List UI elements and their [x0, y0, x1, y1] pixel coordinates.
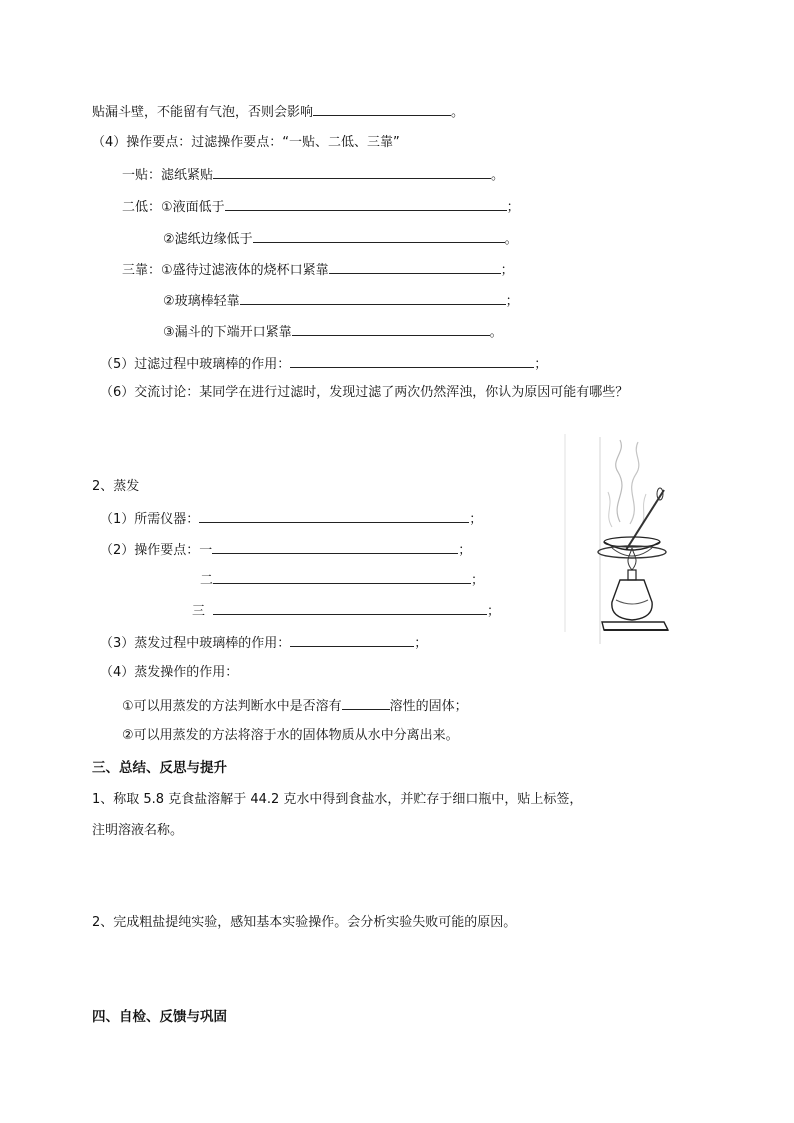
text-line-2: （4）操作要点：过滤操作要点：“一贴、二低、三靠”: [92, 135, 400, 150]
answer-blank[interactable]: [240, 291, 506, 305]
text-line-16: （3）蒸发过程中玻璃棒的作用： ；: [100, 633, 427, 651]
text-line-7: ②玻璃棒轻靠 ；: [163, 291, 519, 309]
answer-blank[interactable]: [290, 354, 534, 368]
text-line-18: ①可以用蒸发的方法判断水中是否溶有 溶性的固体；: [122, 696, 468, 714]
text-line-13: （2）操作要点：一 ；: [100, 540, 471, 558]
text-line-19: ②可以用蒸发的方法将溶于水的固体物质从水中分离出来。: [122, 728, 459, 743]
section-heading-4: 四、自检、反馈与巩固: [92, 1009, 227, 1025]
answer-blank[interactable]: [292, 322, 490, 336]
answer-blank[interactable]: [329, 260, 501, 274]
answer-blank[interactable]: [225, 197, 507, 211]
evaporation-apparatus-illustration: [560, 432, 672, 646]
text-line-22: 2、完成粗盐提纯实验，感知基本实验操作。会分析实验失败可能的原因。: [92, 915, 517, 930]
text-line-20: 1、称取 5.8 克食盐溶解于 44.2 克水中得到食盐水，并贮存于细口瓶中，贴上标签，: [92, 792, 583, 807]
text-line-12: （1）所需仪器： ；: [100, 509, 482, 527]
text-line-5: ②滤纸边缘低于 。: [163, 229, 518, 247]
answer-blank[interactable]: [313, 102, 451, 116]
text-line-21: 注明溶液名称。: [92, 823, 184, 838]
text-line-3: 一贴：滤纸紧贴 。: [122, 165, 504, 183]
answer-blank[interactable]: [213, 601, 487, 615]
answer-blank[interactable]: [213, 570, 471, 584]
text-line-8: ③漏斗的下端开口紧靠 。: [163, 322, 503, 340]
answer-blank[interactable]: [199, 509, 469, 523]
text-line-14: 二 ；: [200, 570, 484, 588]
text-line-10: （6）交流讨论：某同学在进行过滤时，发现过滤了两次仍然浑浊，你认为原因可能有哪些？: [100, 385, 629, 400]
answer-blank[interactable]: [253, 229, 505, 243]
text-line-6: 三靠：①盛待过滤液体的烧杯口紧靠 ；: [122, 260, 514, 278]
section-evaporation-title: 2、蒸发: [92, 479, 140, 494]
text-line-4: 二低：①液面低于 ；: [122, 197, 520, 215]
answer-blank[interactable]: [342, 696, 390, 710]
answer-blank[interactable]: [213, 165, 491, 179]
answer-blank[interactable]: [290, 633, 414, 647]
text-line-1: 贴漏斗壁，不能留有气泡，否则会影响 。: [92, 102, 464, 120]
text-line-15: 三 ；: [192, 601, 500, 619]
section-heading-3: 三、总结、反思与提升: [92, 760, 227, 776]
answer-blank[interactable]: [212, 540, 458, 554]
text-line-9: （5）过滤过程中玻璃棒的作用： ；: [100, 354, 547, 372]
text-line-17: （4）蒸发操作的作用：: [100, 665, 239, 680]
